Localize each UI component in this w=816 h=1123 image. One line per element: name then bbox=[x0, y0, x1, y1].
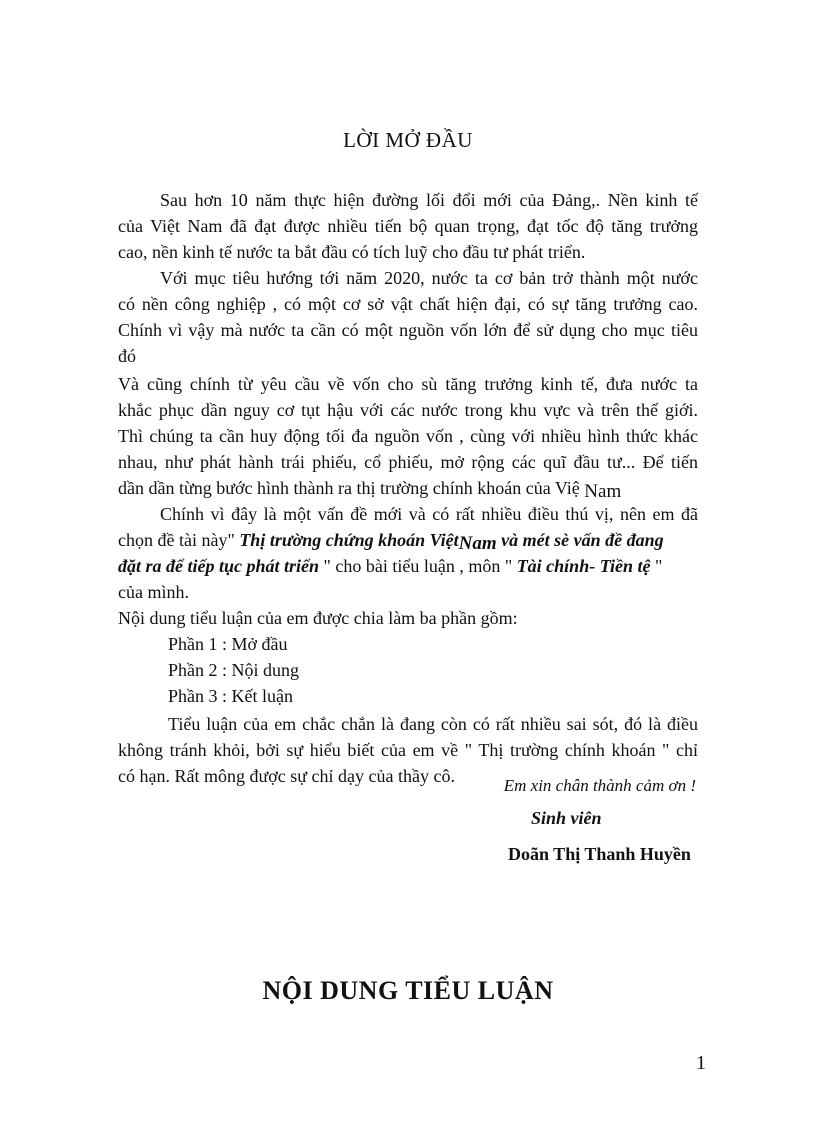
paragraph-6-line-3: có hạn. Rất mông được sự chỉ dạy của thầy cô. bbox=[118, 766, 455, 786]
course-name: Tài chính- Tiền tệ bbox=[512, 556, 651, 576]
paragraph-3-line-5-text: dần dần từng bước hình thành ra thị trường chính khoán của Việ bbox=[118, 478, 585, 498]
page-number: 1 bbox=[696, 1052, 706, 1074]
paragraph-2-line-3: Chính vì vậy mà nước ta cần có một nguồn vốn lớn để sử dụng cho mục tiêu bbox=[118, 320, 698, 340]
paragraph-4-line-2 bbox=[118, 528, 698, 553]
paragraph-1-line-1: Sau hơn 10 năm thực hiện đường lối đổi mới của Đảng,. Nền kinh tế bbox=[160, 190, 698, 210]
topic-title-part-1: Thị trường chứng khoán Việt bbox=[234, 530, 459, 550]
paragraph-3-line-5 bbox=[118, 476, 698, 501]
part-item-1: Phần 1 : Mở đầu bbox=[168, 634, 288, 654]
paragraph-3-line-2: khắc phục dần nguy cơ tụt hậu với các nước trong khu vực và trên thế giới. bbox=[118, 400, 698, 420]
thanks-line: Em xin chân thành cảm ơn ! bbox=[503, 776, 696, 795]
course-quote-close: " bbox=[650, 556, 663, 576]
paragraph-3-line-3: Thì chúng ta cần huy động tối đa nguồn vốn , cùng với nhiều hình thức khác bbox=[118, 426, 698, 446]
signer-name: Doãn Thị Thanh Huyền bbox=[508, 844, 691, 864]
paragraph-4-line-1: Chính vì đây là một vấn đề mới và có rất nhiều điều thú vị, nên em đã bbox=[160, 504, 698, 524]
part-item-3: Phần 3 : Kết luận bbox=[168, 686, 293, 706]
paragraph-3-line-5-subscript: Nam bbox=[584, 481, 622, 502]
part-item-2: Phần 2 : Nội dung bbox=[168, 660, 300, 680]
topic-title-part-2: và mét sè vấn đề đang bbox=[496, 530, 664, 550]
paragraph-2-line-2: có nền công nghiệp , có một cơ sở vật chất hiện đại, có sự tăng trưởng cao. bbox=[118, 294, 698, 314]
paragraph-4-line-4: của mình. bbox=[118, 582, 189, 602]
paragraph-5: Nội dung tiểu luận của em được chia làm ba phần gồm: bbox=[118, 608, 518, 628]
paragraph-1-line-2: của Việt Nam đã đạt được nhiều tiến bộ quan trọng, đạt tốc độ tăng trưởng bbox=[118, 216, 698, 236]
paragraph-6-line-1: Tiểu luận của em chắc chắn là đang còn có rất nhiều sai sót, đó là điều bbox=[168, 714, 698, 734]
topic-intro: chọn đề tài này" bbox=[118, 530, 235, 550]
page-title: LỜI MỞ ĐẦU bbox=[343, 128, 473, 152]
paragraph-6-line-2: không tránh khỏi, bởi sự hiểu biết của em về " Thị trường chính khoán " chỉ bbox=[118, 740, 698, 760]
paragraph-1-line-3: cao, nền kinh tế nước ta bắt đầu có tích luỹ cho đầu tư phát triển. bbox=[118, 242, 586, 262]
signer-role: Sinh viên bbox=[531, 808, 602, 828]
topic-title-subscript: Nam bbox=[458, 533, 497, 554]
paragraph-3-line-4: nhau, như phát hành trái phiếu, cổ phiếu, mở rộng các quĩ đầu tư... Để tiến bbox=[118, 452, 698, 472]
course-intro: " cho bài tiểu luận , môn " bbox=[319, 556, 513, 576]
paragraph-2-line-1: Với mục tiêu hướng tới năm 2020, nước ta cơ bản trở thành một nước bbox=[160, 268, 698, 288]
paragraph-3-line-1: Và cũng chính từ yêu cầu về vốn cho sù tăng trưởng kinh tế, đưa nước ta bbox=[118, 374, 698, 394]
paragraph-4-line-3 bbox=[118, 554, 698, 578]
section-title: NỘI DUNG TIỂU LUẬN bbox=[262, 976, 554, 1005]
topic-title-part-3: đặt ra để tiếp tục phát triển bbox=[118, 556, 320, 576]
paragraph-2-line-4: đó bbox=[118, 346, 136, 366]
